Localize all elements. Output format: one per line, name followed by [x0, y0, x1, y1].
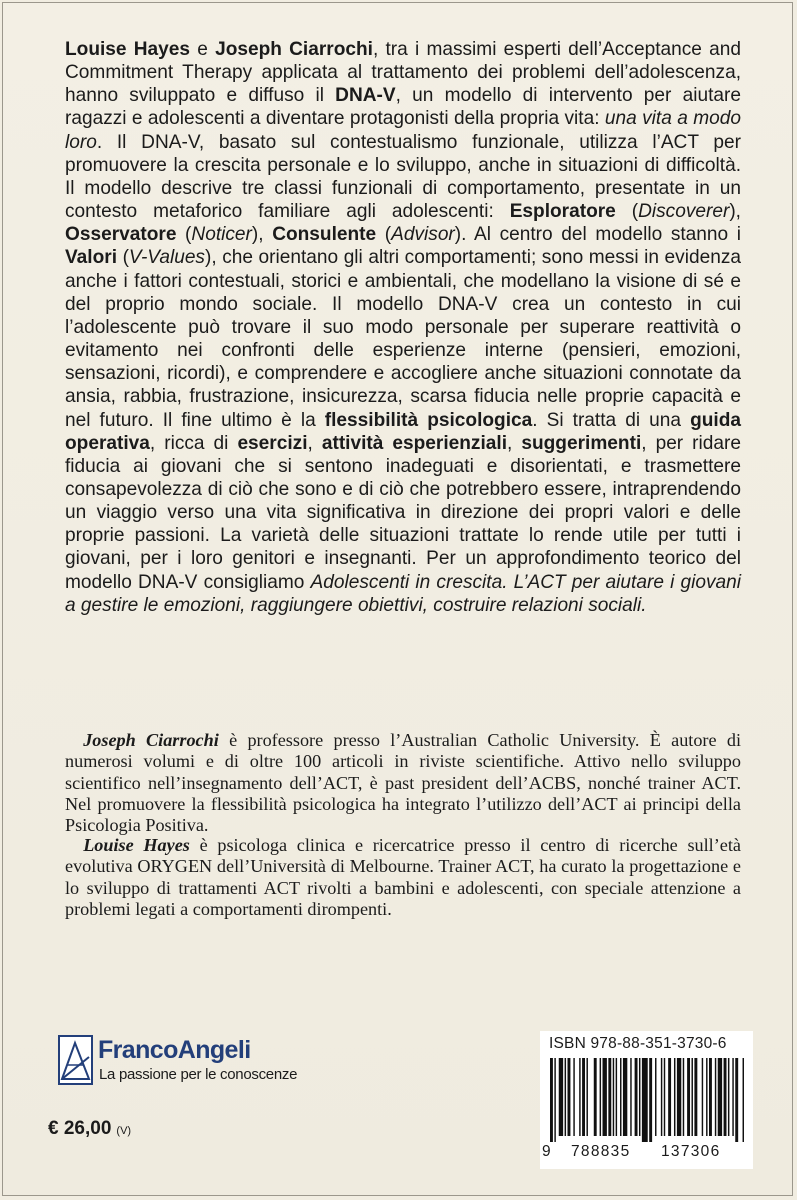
isbn-number: ISBN 978-88-351-3730-6 [549, 1035, 727, 1052]
suggestions-term: suggerimenti [521, 432, 642, 454]
author-name-hayes: Louise Hayes [65, 39, 191, 60]
price-amount: € 26,00 [48, 1118, 112, 1139]
class-observer-en: Noticer [191, 224, 252, 246]
bio-text: è psicologa clinica e ricercatrice presso il centro di ricerche sull’età evolutiva ORYGEN dell’Università di Melbourne. Trainer ACT, ha curato la progettazione e lo sviluppo di trattamenti ACT rivolti a bambini e adolescenti, con speciale attenzione a problemi legati a comportamenti dirompenti. [65, 835, 741, 919]
blurb-text: . Si tratta di una [532, 409, 691, 431]
publisher-name: FrancoAngeli [98, 1036, 251, 1064]
model-name: DNA-V [335, 85, 396, 107]
barcode-bars-icon [550, 1058, 744, 1142]
price-vat: (V) [116, 1125, 132, 1137]
author-bio-hayes [65, 835, 741, 920]
publisher-logo [58, 1035, 298, 1090]
barcode-first-digit: 9 [542, 1143, 552, 1160]
isbn-barcode [540, 1031, 753, 1169]
class-advisor: Consulente [272, 224, 377, 246]
bio-text: è professore presso l’Australian Catholic University. È autore di numerosi volumi e di oltre 100 articoli in riviste scientifiche. Attivo nello sviluppo scientifico nell’insegnamento dell’ACT, è past president dell’ACBS, nonché trainer ACT. Nel promuovere la flessibilità psicologica ha integrato l’utilizzo dell’ACT ai principi della Psicologia Positiva. [65, 730, 741, 836]
values-term: Valori [65, 247, 118, 269]
blurb-text: e [190, 39, 216, 60]
francoangeli-logo-icon [58, 1035, 93, 1085]
exercises-term: esercizi [237, 432, 308, 454]
class-observer: Osservatore [65, 224, 177, 246]
recommended-book-title: Adolescenti in crescita. L’ACT per aiutare i giovani a gestire le emozioni, raggiungere obiettivi, costruire relazioni sociali. [65, 571, 741, 616]
class-explorer: Esploratore [509, 201, 616, 223]
barcode-left-digits: 788835 [571, 1143, 631, 1160]
blurb-text: . Il DNA-V, basato sul contestualismo funzionale, utilizza l’ACT per promuovere la crescita personale e lo sviluppo, anche in situazioni di difficoltà. Il modello descrive tre classi funzionali di comportamento, presentate in un contesto metaforico familiare agli adolescenti: [65, 131, 741, 223]
blurb-text: . Al centro del modello stanno i [461, 224, 741, 246]
author-bio-ciarrochi [65, 730, 741, 836]
blurb-text: , per ridare fiducia ai giovani che si sentono inadeguati e disorientati, e trasmettere consapevolezza di ciò che sono e di ciò che potrebbero essere, intraprendendo un viaggio verso una vita significativa in direzione dei propri valori e delle proprie passioni. La varietà delle situazioni trattate lo rende utile per tutti i giovani, per i loro genitori e insegnanti. Per un approfondimento teorico del modello DNA-V consigliamo [65, 432, 741, 593]
barcode-right-digits: 137306 [661, 1143, 721, 1160]
guide-term: guida operativa [65, 409, 741, 454]
bio-author-name: Joseph Ciarrochi [83, 730, 219, 750]
blurb-text: , un modello di intervento per aiutare ragazzi e adolescenti a diventare protagonisti della propria vita: [65, 85, 741, 130]
blurb-text: , tra i massimi esperti dell’Acceptance and Commitment Therapy applicata al trattamento dei problemi dell’adolescenza, hanno sviluppato e diffuso il [65, 39, 741, 107]
blurb-italic: una vita a modo loro [65, 108, 741, 153]
blurb-text: ), che orientano gli altri comportamenti; sono messi in evidenza anche i fattori contestuali, storici e ambientali, che modellano la visione di sé e del proprio mondo sociale. Il modello DNA-V crea un contesto in cui l’adolescente può trovare il suo modo personale per superare reattività o evitamento nei confronti delle esperienze interne (pensieri, emozioni, sensazioni, ricordi), e comprendere e accogliere anche situazioni connotate da ansia, rabbia, frustrazione, insicurezza, scarsa fiducia nelle proprie capacità e nel futuro. Il fine ultimo è la [65, 247, 741, 431]
blurb-text: , ricca di [149, 432, 238, 454]
class-explorer-en: Discoverer [638, 201, 730, 223]
publisher-tagline: La passione per le conoscenze [99, 1066, 298, 1083]
activities-term: attività esperienziali [321, 432, 508, 454]
cover-blurb: Louise Hayes e Joseph Ciarrochi, tra i massimi esperti dell’Acceptance and Commitment Therapy applicata al trattamento dei problemi dell’adolescenza, hanno sviluppato e diffuso il DNA-V, un modello di intervento per aiutare ragazzi e adolescenti a diventare protagonisti della propria vita: una vita a modo loro. Il DNA-V, basato sul contestualismo funzionale, utilizza l’ACT per promuovere la crescita personale e lo sviluppo, anche in situazioni di difficoltà. Il modello descrive tre classi funzionali di comportamento, presentate in un contesto metaforico familiare agli adolescenti: Esploratore (Discoverer), Osservatore (Noticer), Consulente (Advisor). Al centro del modello stanno i Valori (V-Values), che orientano gli altri comportamenti; sono messi in evidenza anche i fattori contestuali, storici e ambientali, che modellano la visione di sé e del proprio mondo sociale. Il modello DNA-V crea un contesto in cui l’adolescente può trovare il suo modo personale per superare reattività o evitamento nei confronti delle esperienze interne (pensieri, emozioni, sensazioni, ricordi), e comprendere e accogliere anche situazioni connotate da ansia, rabbia, frustrazione, insicurezza, scarsa fiducia nelle proprie capacità e nel futuro. Il fine ultimo è la flessibilità psicologica. Si tratta di una guida operativa, ricca di esercizi, attività esperienziali, suggerimenti, per ridare fiducia ai giovani che si sentono inadeguati e disorientati, e trasmettere consapevolezza di ciò che sono e di ciò che potrebbero essere, intraprendendo un viaggio verso una vita significativa in direzione dei propri valori e delle proprie passioni. La varietà delle situazioni trattate lo rende utile per tutti i giovani, per i loro genitori e insegnanti. Per un approfondimento teorico del modello DNA-V consigliamo Adolescenti in crescita. L’ACT per aiutare i giovani a gestire le emozioni, raggiungere obiettivi, costruire relazioni sociali. [65, 39, 741, 616]
values-term-en: V-Values [128, 247, 205, 269]
author-name-ciarrochi: Joseph Ciarrochi [215, 39, 373, 60]
bio-author-name: Louise Hayes [83, 835, 190, 855]
price-label [48, 1118, 131, 1140]
class-advisor-en: Advisor [391, 224, 455, 246]
flexibility-term: flessibilità psicologica [324, 409, 533, 431]
